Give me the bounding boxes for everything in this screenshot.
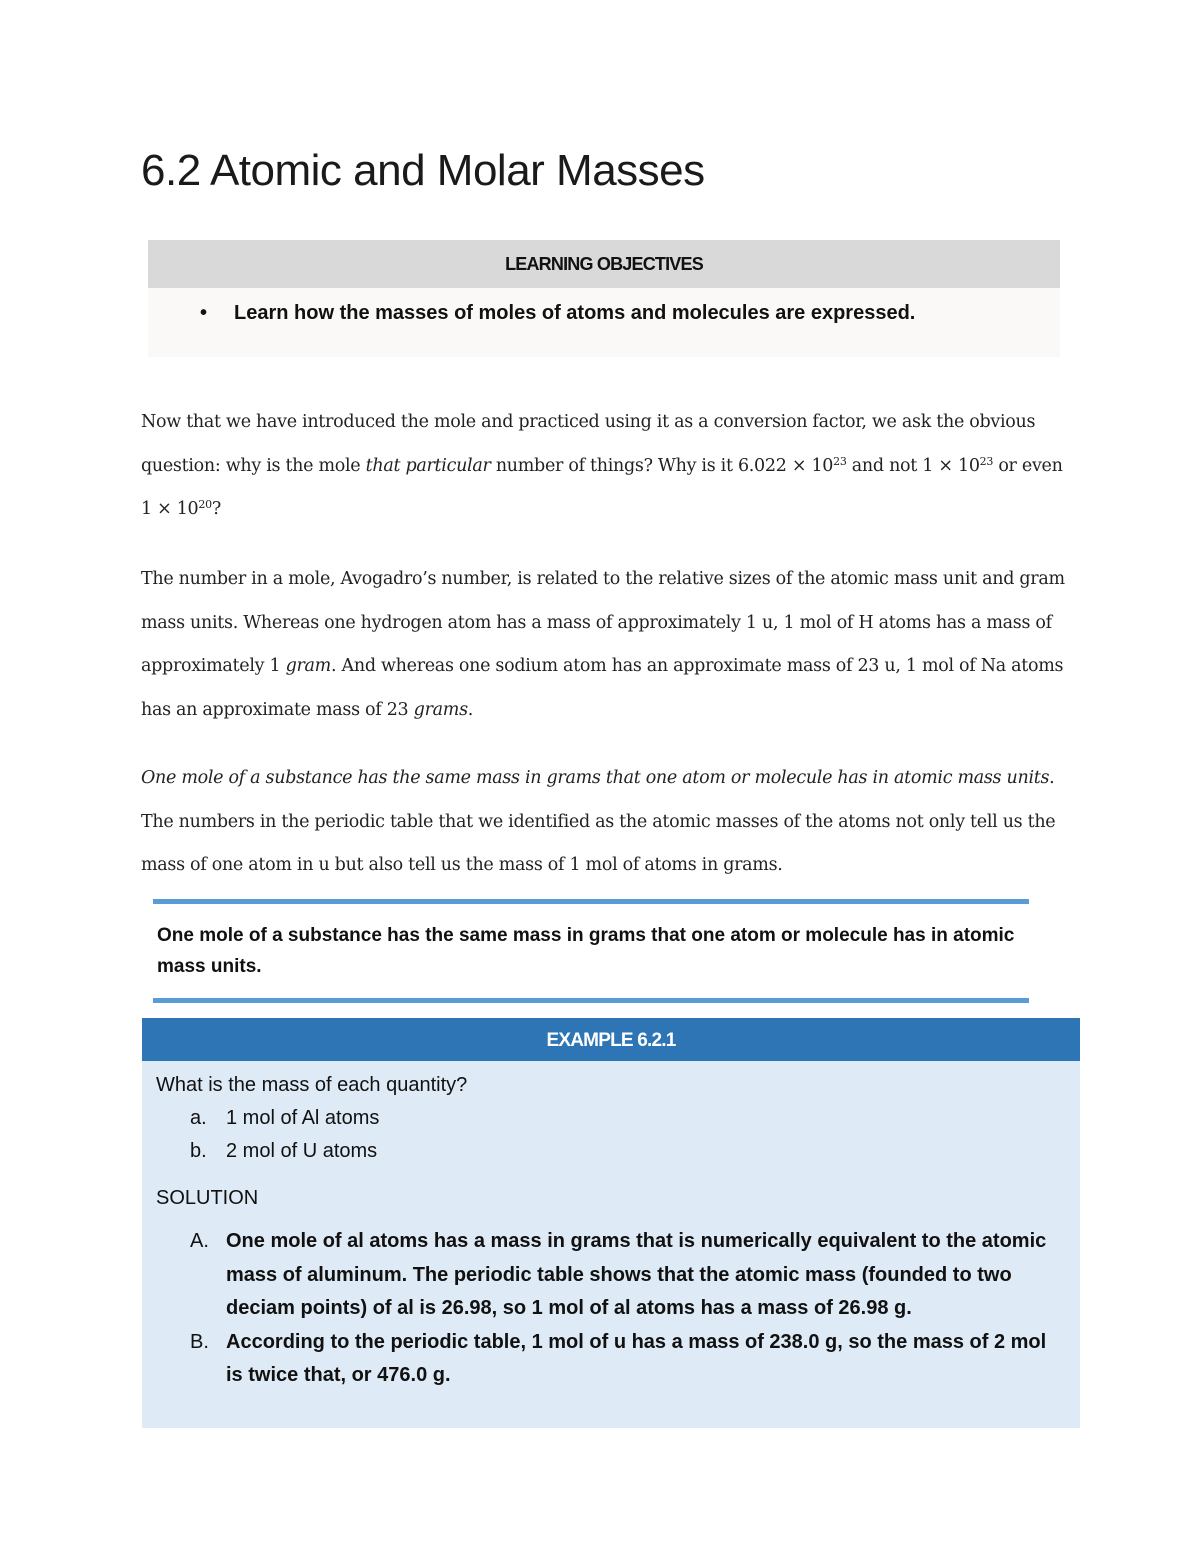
example-items <box>156 1102 1066 1168</box>
paragraph-avogadro-text-2: . And whereas one sodium atom has an approximate mass of 23 u, 1 mol of Na atoms has an approximate mass of 23 <box>141 656 1064 720</box>
solution-item <box>156 1225 1066 1326</box>
solution-label: SOLUTION <box>156 1187 259 1209</box>
page-title: 6.2 Atomic and Molar Masses <box>141 146 705 195</box>
paragraph-key-idea-text: . The numbers in the periodic table that we identified as the atomic masses of the atoms not only tell us the mass of one atom in u but also tell us the mass of 1 mol of atoms in grams. <box>141 768 1056 875</box>
learning-objectives-heading: LEARNING OBJECTIVES <box>148 240 1060 288</box>
callout-top-rule <box>153 899 1029 904</box>
example-box <box>142 1018 1080 1428</box>
solution-text: According to the periodic table, 1 mol of u has a mass of 238.0 g, so the mass of 2 mol is twice that, or 476.0 g. <box>226 1330 1047 1386</box>
paragraph-intro-text-4: or even 1 × 10 <box>141 455 1063 519</box>
solution-items <box>156 1225 1066 1393</box>
list-item-text: 1 mol of Al atoms <box>226 1107 380 1129</box>
callout-text: One mole of a substance has the same mass in grams that one atom or molecule has in atomic mass units. <box>157 925 1015 977</box>
list-item-text: 2 mol of U atoms <box>226 1140 378 1162</box>
list-marker: a. <box>190 1107 207 1129</box>
example-heading: EXAMPLE 6.2.1 <box>142 1018 1080 1061</box>
emphasis-gram: gram <box>285 656 331 676</box>
exponent-2: 23 <box>979 454 994 468</box>
solution-text: One mole of al atoms has a mass in grams that is numerically equivalent to the atomic mass of aluminum. The periodic table shows that the atomic mass (founded to two deciam points) of al is 26.98, so 1 mol of al atoms has a mass of 26.98 g. <box>226 1230 1047 1319</box>
list-marker: b. <box>190 1140 207 1162</box>
solution-marker: B. <box>190 1330 209 1353</box>
solution-item <box>156 1326 1066 1393</box>
paragraph-key-idea <box>141 757 1071 888</box>
paragraph-avogadro <box>141 558 1071 732</box>
example-body <box>142 1061 1080 1393</box>
solution-marker: A. <box>190 1230 209 1252</box>
list-item <box>156 1102 1066 1135</box>
learning-objectives-box <box>148 240 1060 357</box>
learning-objective-text: Learn how the masses of moles of atoms and molecules are expressed. <box>234 302 916 324</box>
paragraph-intro-text-2: number of things? Why is it 6.022 × 10 <box>490 455 834 476</box>
example-question: What is the mass of each quantity? <box>156 1074 468 1096</box>
paragraph-intro-text-3: and not 1 × 10 <box>846 455 980 476</box>
paragraph-avogadro-text-3: . <box>467 699 474 720</box>
paragraph-intro-emphasis: that particular <box>365 455 491 476</box>
exponent-3: 20 <box>198 498 212 511</box>
bullet-icon: • <box>200 302 208 324</box>
emphasis-grams: grams <box>413 699 468 720</box>
learning-objective-item <box>148 302 1060 325</box>
exponent-1: 23 <box>833 454 847 468</box>
paragraph-avogadro-text-1: The number in a mole, Avogadro’s number, is related to the relative sizes of the atomic mass unit and gram mass units. Whereas one hydrogen atom has a mass of approximately 1 u, 1 mol of H atoms has a mass of approximately 1 <box>141 569 1065 676</box>
paragraph-intro-text-5: ? <box>211 499 221 519</box>
key-idea-emphasis: One mole of a substance has the same mass in grams that one atom or molecule has in atomic mass units <box>141 768 1050 788</box>
list-item <box>156 1135 1066 1168</box>
paragraph-intro-text-1: Now that we have introduced the mole and practiced using it as a conversion factor, we ask the obvious question: why is the mole <box>141 412 1036 476</box>
callout-bottom-rule <box>153 998 1029 1003</box>
paragraph-intro <box>141 401 1071 532</box>
